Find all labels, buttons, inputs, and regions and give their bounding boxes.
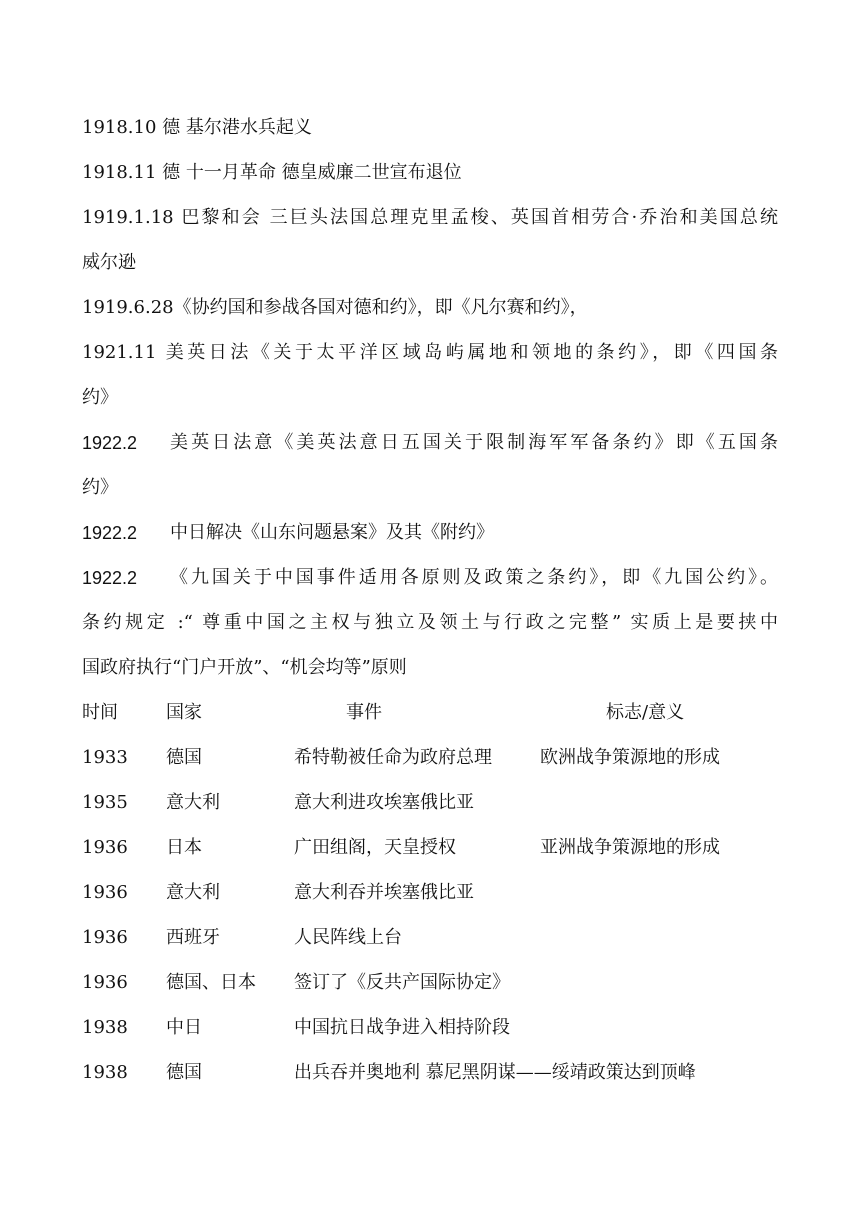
- cell-event: 出兵吞并奥地利 慕尼黑阴谋——绥靖政策达到顶峰: [294, 1062, 696, 1083]
- header-significance: 标志/意义: [606, 702, 685, 723]
- cell-time: 1936: [82, 927, 128, 948]
- paragraph-date: 1922.2: [82, 433, 138, 453]
- cell-country: 德国、日本: [166, 972, 256, 993]
- cell-country: 德国: [166, 1062, 202, 1083]
- cell-country: 意大利: [166, 882, 220, 903]
- cell-significance: 亚洲战争策源地的形成: [540, 837, 720, 858]
- cell-event: 人民阵线上台: [294, 927, 402, 948]
- cell-event: 广田组阁，天皇授权: [294, 837, 456, 858]
- paragraph-line: 条约规定 :“ 尊重中国之主权与独立及领土与行政之完整” 实质上是要挟中: [82, 612, 778, 633]
- cell-country: 意大利: [166, 792, 220, 813]
- paragraph-line: 约》: [82, 387, 118, 408]
- paragraph-date: 1922.2: [82, 523, 138, 543]
- cell-time: 1938: [82, 1017, 128, 1038]
- cell-event: 意大利进攻埃塞俄比亚: [294, 792, 474, 813]
- paragraph-date: 1922.2: [82, 568, 138, 588]
- paragraph-line: 国政府执行“门户开放”、“机会均等”原则: [82, 657, 407, 678]
- cell-significance: 欧洲战争策源地的形成: [540, 747, 720, 768]
- cell-event: 中国抗日战争进入相持阶段: [294, 1017, 510, 1038]
- header-time: 时间: [82, 702, 118, 723]
- paragraph-line: 1921.11 美英日法《关于太平洋区域岛屿属地和领地的条约》，即《四国条: [82, 342, 778, 363]
- paragraph-line: 美英日法意《美英法意日五国关于限制海军军备条约》即《五国条: [170, 432, 778, 453]
- cell-country: 德国: [166, 747, 202, 768]
- paragraph-line: 1919.6.28《协约国和参战各国对德和约》，即《凡尔赛和约》，: [82, 297, 588, 318]
- paragraph-line: 威尔逊: [82, 252, 136, 273]
- cell-time: 1936: [82, 882, 128, 903]
- paragraph-line: 中日解决《山东问题悬案》及其《附约》: [170, 522, 494, 543]
- paragraph-line: 1918.10 德 基尔港水兵起义: [82, 117, 312, 138]
- paragraph-line: 1919.1.18 巴黎和会 三巨头法国总理克里孟梭、英国首相劳合·乔治和美国总统: [82, 207, 778, 228]
- cell-country: 中日: [166, 1017, 202, 1038]
- paragraph-line: 《九国关于中国事件适用各原则及政策之条约》，即《九国公约》。: [170, 567, 778, 588]
- cell-event: 签订了《反共产国际协定》: [294, 972, 510, 993]
- cell-time: 1936: [82, 972, 128, 993]
- cell-time: 1935: [82, 792, 128, 813]
- header-event: 事件: [346, 702, 382, 723]
- cell-event: 希特勒被任命为政府总理: [294, 747, 492, 768]
- cell-time: 1936: [82, 837, 128, 858]
- cell-country: 西班牙: [166, 927, 220, 948]
- header-country: 国家: [166, 702, 202, 723]
- cell-country: 日本: [166, 837, 202, 858]
- paragraph-line: 约》: [82, 477, 118, 498]
- paragraph-line: 1918.11 德 十一月革命 德皇威廉二世宣布退位: [82, 162, 462, 183]
- cell-event: 意大利吞并埃塞俄比亚: [294, 882, 474, 903]
- cell-time: 1938: [82, 1062, 128, 1083]
- cell-time: 1933: [82, 747, 128, 768]
